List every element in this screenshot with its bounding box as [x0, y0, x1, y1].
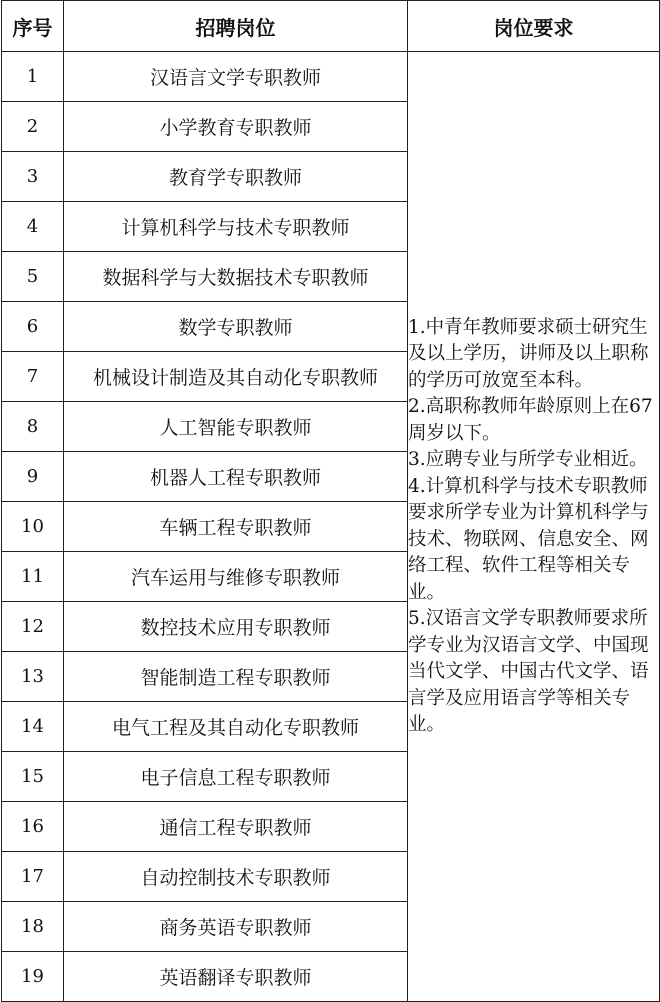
row-index: 4: [2, 202, 64, 252]
row-position: 机械设计制造及其自动化专职教师: [64, 352, 408, 402]
table-row: [2, 52, 660, 102]
row-position: 通信工程专职教师: [64, 802, 408, 852]
requirement-item: 4.计算机科学与技术专职教师要求所学专业为计算机科学与技术、物联网、信息安全、网络工程、软件工程等相关专业。: [408, 475, 649, 603]
row-index: 5: [2, 252, 64, 302]
row-index: 17: [2, 852, 64, 902]
row-position: 汽车运用与维修专职教师: [64, 552, 408, 602]
row-position: 英语翻译专职教师: [64, 952, 408, 1002]
row-position: 电气工程及其自动化专职教师: [64, 702, 408, 752]
row-index: 3: [2, 152, 64, 202]
requirement-item: 1.中青年教师要求硕士研究生及以上学历，讲师及以上职称的学历可放宽至本科。: [408, 316, 649, 391]
row-index: 2: [2, 102, 64, 152]
row-position: 数据科学与大数据技术专职教师: [64, 252, 408, 302]
row-index: 13: [2, 652, 64, 702]
requirements-cell: [408, 52, 660, 1002]
row-position: 电子信息工程专职教师: [64, 752, 408, 802]
row-position: 小学教育专职教师: [64, 102, 408, 152]
row-index: 14: [2, 702, 64, 752]
row-index: 18: [2, 902, 64, 952]
table-header-row: [2, 1, 660, 52]
row-position: 计算机科学与技术专职教师: [64, 202, 408, 252]
row-position: 自动控制技术专职教师: [64, 852, 408, 902]
row-position: 数控技术应用专职教师: [64, 602, 408, 652]
row-index: 1: [2, 52, 64, 102]
requirement-item: 2.高职称教师年龄原则上在67周岁以下。: [408, 396, 653, 444]
row-index: 12: [2, 602, 64, 652]
row-position: 汉语言文学专职教师: [64, 52, 408, 102]
requirement-item: 5.汉语言文学专职教师要求所学专业为汉语言文学、中国现当代文学、中国古代文学、语言学及应用语言学等相关专业。: [408, 608, 649, 735]
row-position: 车辆工程专职教师: [64, 502, 408, 552]
requirement-item: 3.应聘专业与所学专业相近。: [408, 449, 648, 470]
row-index: 8: [2, 402, 64, 452]
row-index: 9: [2, 452, 64, 502]
header-requirements: 岗位要求: [408, 1, 660, 52]
row-position: 教育学专职教师: [64, 152, 408, 202]
row-index: 11: [2, 552, 64, 602]
row-position: 人工智能专职教师: [64, 402, 408, 452]
row-position: 数学专职教师: [64, 302, 408, 352]
recruitment-table: [1, 0, 660, 1002]
row-position: 机器人工程专职教师: [64, 452, 408, 502]
row-index: 10: [2, 502, 64, 552]
row-index: 7: [2, 352, 64, 402]
row-position: 商务英语专职教师: [64, 902, 408, 952]
row-index: 19: [2, 952, 64, 1002]
row-index: 16: [2, 802, 64, 852]
table-body: [2, 52, 660, 1002]
row-index: 6: [2, 302, 64, 352]
row-position: 智能制造工程专职教师: [64, 652, 408, 702]
row-index: 15: [2, 752, 64, 802]
header-index: 序号: [2, 1, 64, 52]
header-position: 招聘岗位: [64, 1, 408, 52]
